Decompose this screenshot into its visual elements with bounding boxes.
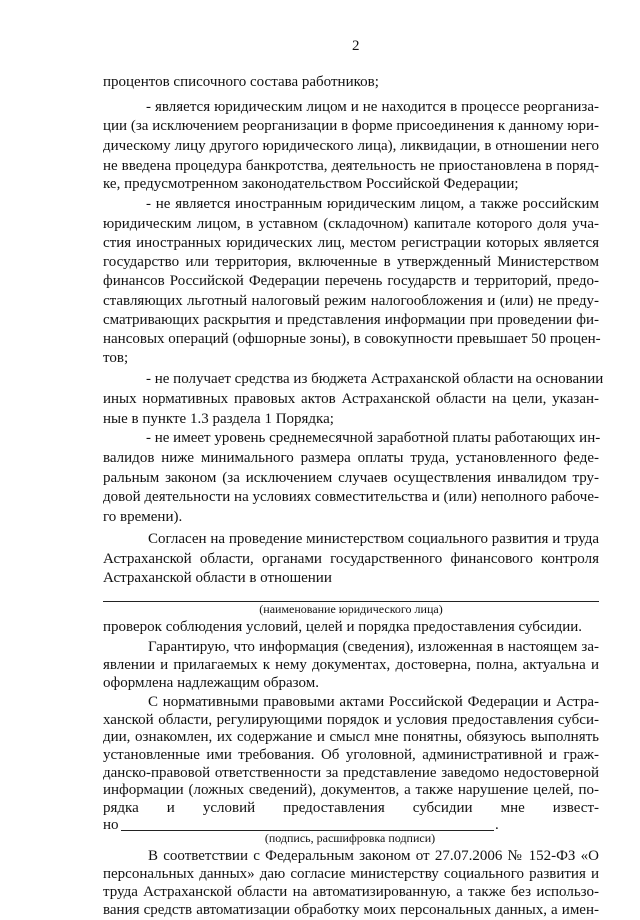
- text-line: - не имеет уровень среднемесячной заработной платы работающих ин-: [146, 430, 601, 446]
- text-line: стия иностранных юридических лиц, местом регистрации которых является: [103, 235, 599, 251]
- text-line: тов;: [103, 350, 129, 366]
- text-line: процентов списочного состава работников;: [103, 74, 379, 90]
- text-line: довой деятельности на условиях совместительства и (или) неполного рабоче-: [103, 489, 599, 505]
- text-line: валидов ниже минимального размера оплаты труда, установленного феде-: [103, 450, 599, 466]
- text-line: Астраханской области, органами государственного финансового контроля: [103, 551, 599, 567]
- text-line: финансов Российской Федерации перечень государств и территорий, предо-: [103, 273, 599, 289]
- text-line: .: [495, 817, 499, 833]
- signature-caption: (подпись, расшифровка подписи): [264, 831, 436, 845]
- text-line: сматривающих раскрытия и представления информации при проведении фи-: [103, 312, 599, 328]
- text-line: но: [103, 817, 119, 833]
- text-line: оформлена надлежащим образом.: [103, 675, 319, 691]
- text-line: ханской области, регулирующими порядок и условия предоставления субси-: [103, 712, 599, 728]
- text-line: - является юридическим лицом и не находится в процессе реорганиза-: [146, 99, 599, 115]
- text-line: государство или территория, включенные в утвержденный Министерством: [103, 254, 599, 270]
- text-line: данско-правовой ответственности за представление заведомо недостоверной: [103, 765, 599, 781]
- text-line: ральным законом (за исключением случаев осуществления инвалидом тру-: [103, 470, 599, 486]
- text-line: дическому лицу другого юридического лица), ликвидации, в отношении него: [103, 138, 599, 154]
- text-line: - не получает средства из бюджета Астраханской области на основании: [146, 371, 604, 387]
- text-line: установленные ими требования. Об уголовной, административной и граж-: [103, 747, 599, 763]
- text-line: явлении и прилагаемых к нему документах, достоверна, полна, актуальна и: [103, 657, 599, 673]
- text-line: труда Астраханской области на автоматизированную, а также без использо-: [103, 884, 599, 900]
- field-caption: (наименование юридического лица): [259, 602, 443, 616]
- text-line: информации (ложных сведений), документов, а также нарушение целей, по-: [103, 782, 599, 798]
- text-line: Астраханской области в отношении: [103, 570, 332, 586]
- text-line: не введена процедура банкротства, деятельность не приостановлена в поряд-: [103, 158, 599, 174]
- text-line: Согласен на проведение министерством социального развития и труда: [148, 531, 599, 547]
- text-line: ставляющих льготный налоговый режим налогообложения и (или) не преду-: [103, 293, 599, 309]
- text-line: го времени).: [103, 509, 183, 525]
- text-line: В соответствии с Федеральным законом от 27.07.2006 № 152-ФЗ «О: [148, 848, 599, 864]
- text-line: рядка и условий предоставления субсидии мне извест-: [103, 800, 599, 816]
- text-line: ке, предусмотренном законодательством Российской Федерации;: [103, 176, 519, 192]
- text-line: С нормативными правовыми актами Российской Федерации и Астра-: [148, 694, 599, 710]
- text-line: нансовых операций (офшорные зоны), в совокупности превышает 50 процен-: [103, 331, 601, 347]
- text-line: вания средств автоматизации обработку моих персональных данных, а имен-: [103, 902, 599, 918]
- text-line: ные в пункте 1.3 раздела 1 Порядка;: [103, 411, 334, 427]
- text-line: юридическим лицом, в уставном (складочном) капитале которого доля уча-: [103, 216, 599, 232]
- text-line: Гарантирую, что информация (сведения), изложенная в настоящем за-: [148, 639, 599, 655]
- text-line: персональных данных» даю согласие министерству социального развития и: [103, 866, 599, 882]
- text-line: проверок соблюдения условий, целей и порядка предоставления субсидии.: [103, 619, 583, 635]
- text-line: иных нормативных правовых актов Астраханской области на цели, указан-: [103, 391, 599, 407]
- page-number: 2: [352, 38, 360, 54]
- text-line: ции (за исключением реорганизации в форме присоединения к данному юри-: [103, 118, 599, 134]
- text-line: - не является иностранным юридическим лицом, а также российским: [146, 196, 599, 212]
- text-line: дии, ознакомлен, их содержание и смысл мне понятны, обязуюсь выполнять: [103, 729, 599, 745]
